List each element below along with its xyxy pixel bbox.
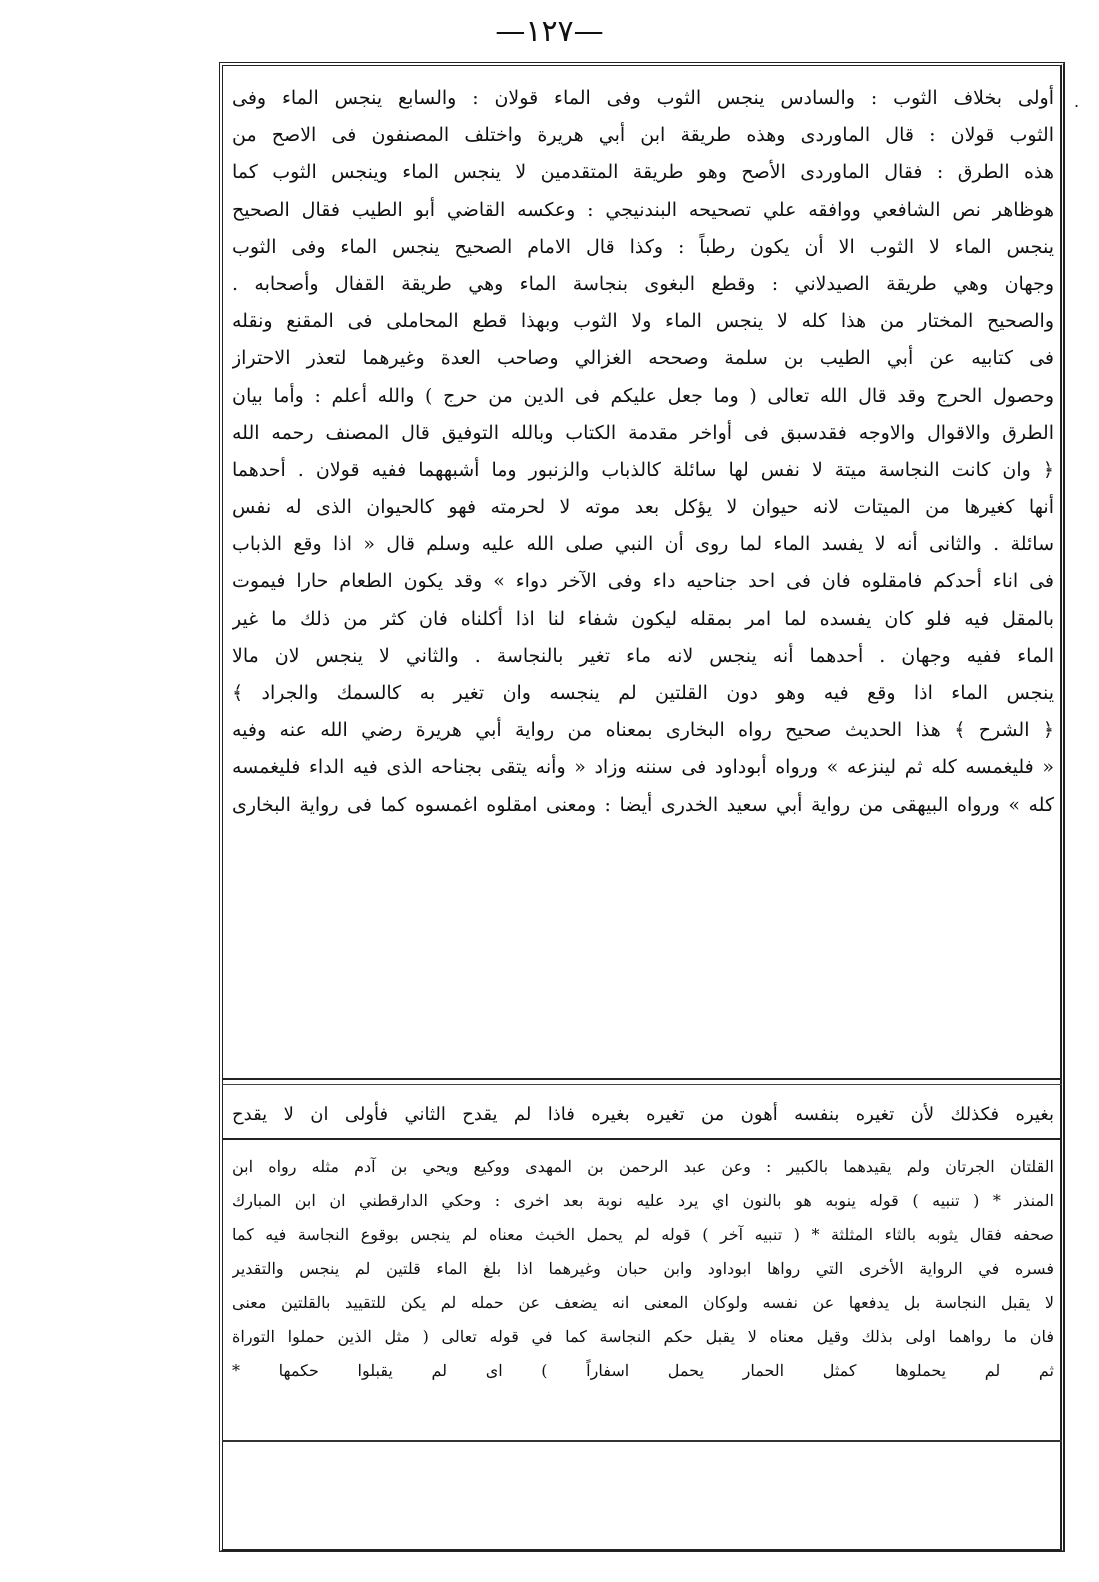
main-text-line: ﴿ الشرح ﴾ هذا الحديث صحيح رواه البخارى بمعناه من رواية أبي هريرة رضي الله عنه وفيه (232, 719, 1054, 742)
footnote-line: القلتان الجرتان ولم يقيدهما بالكبير : وعن عبد الرحمن بن المهدى ووكيع ويحي بن آدم مثله رواه ابن (232, 1157, 1054, 1176)
main-text-line: ينجس الماء اذا وقع فيه وهو دون القلتين لم ينجسه وان تغير به كالسمك والجراد ﴾ (232, 682, 1054, 704)
main-text-line: ﴿ وان كانت النجاسة ميتة لا نفس لها سائلة كالذباب والزنبور وما أشبههما ففيه قولان . أحدهما (232, 458, 1054, 481)
footnotes-block (232, 1150, 1054, 1388)
main-text-line: بالمقل فيه فلو كان يفسده لما امر بمقله ليكون شفاء لنا اذا أكلناه فان كثر من ذلك ما غير (232, 607, 1054, 630)
main-text-line: الثوب قولان : قال الماوردى وهذه طريقة ابن أبي هريرة واختلف المصنفون فى الاصح من (232, 124, 1054, 147)
main-text-line: أولى بخلاف الثوب : والسادس ينجس الثوب وفى الماء قولان : والسابع ينجس الماء وفى (232, 87, 1054, 109)
main-text-line: « فليغمسه كله ثم لينزعه » ورواه أبوداود فى سننه وزاد « وأنه يتقى بجناحه الذى فيه الداء فليغمسه (232, 756, 1054, 779)
footnote-line: صحفه فقال يثوبه بالثاء المثلثة * ( تنبيه آخر ) قوله لم يحمل الخبث معناه لم ينجس بوقوع النجاسة فيه كما (232, 1225, 1054, 1244)
main-text-line: والصحيح المختار من هذا كله لا ينجس الماء ولا الثوب وبهذا قطع المحاملى فى المقنع ونقله (232, 310, 1054, 333)
main-text-line: هوظاهر نص الشافعي ووافقه علي تصحيحه البندنيجي : وعكسه القاضي أبو الطيب فقال الصحيح (232, 198, 1054, 221)
main-text-line: الطرق والاقوال والاوجه فقدسبق فى أواخر مقدمة الكتاب وبالله التوفيق قال المصنف رحمه الله (232, 421, 1054, 444)
main-text-line: وجهان وهي طريقة الصيدلاني : وقطع البغوى بنجاسة الماء وهي طريقة القفال وأصحابه . (232, 272, 1054, 295)
page-number: —١٢٧— (495, 14, 604, 49)
main-text-line: فى اناء أحدكم فامقلوه فان فى احد جناحيه داء وفى الآخر دواء » وقد يكون الطعام حارا فيموت (232, 570, 1054, 593)
main-text-line: أنها كغيرها من الميتات لانه حيوان لا يؤكل بعد موته لا لحرمته فهو كالحيوان الذى له نفس (232, 496, 1054, 519)
main-text-line: الماء ففيه وجهان . أحدهما أنه ينجس لانه ماء تغير بالنجاسة . والثاني لا ينجس لان مالا (232, 644, 1054, 667)
footnote-line: لا يقبل النجاسة بل يدفعها عن نفسه ولوكان المعنى انه يضعف عن حمله لم يكن للتقييد بالقلتين معنى (232, 1293, 1054, 1312)
main-text-line: وحصول الحرج وقد قال الله تعالى ( وما جعل عليكم فى الدين من حرج ) والله أعلم : وأما بيان (232, 384, 1054, 407)
footnote-line: المنذر * ( تنبيه ) قوله ينوبه هو بالنون اي يرد عليه نوبة بعد اخرى : وحكي الدارقطني ان ابن المبارك (232, 1191, 1054, 1210)
main-text-line: ينجس الماء لا الثوب الا أن يكون رطباً : وكذا قال الامام الصحيح ينجس الماء وفى الثوب (232, 235, 1054, 258)
margin-mark: . (1074, 92, 1080, 111)
main-text-line: كله » ورواه البيهقى من رواية أبي سعيد الخدرى أيضا : ومعنى امقلوه اغمسوه كما فى رواية البخارى (232, 793, 1054, 816)
section-divider (222, 1078, 1062, 1080)
footnote-divider (222, 1138, 1062, 1140)
carry-over-line: بغيره فكذلك لأن تغيره بنفسه أهون من تغيره بغيره فاذا لم يقدح الثاني فأولى ان لا يقدح (232, 1104, 1054, 1125)
main-text-line: فى كتابيه عن أبي الطيب بن سلمة وصححه الغزالي وصاحب العدة وغيرهما لتعذر الاحتراز (232, 347, 1054, 370)
footnote-line: فان ما رواهما اولى بذلك وقيل معناه لا يقبل حكم النجاسة كما في قوله تعالى ( مثل الذين حملوا التوراة (232, 1327, 1054, 1346)
main-text-block (232, 80, 1054, 824)
main-text-line: سائلة . والثانى أنه لا يفسد الماء لما روى أن النبي صلى الله عليه وسلم قال « اذا وقع الذباب (232, 533, 1054, 556)
footnote-line: فسره في الرواية الأخرى التي رواها ابوداود وابن حبان وغيرهما اذا بلغ الماء قلتين لم ينجس والتقدير (232, 1259, 1054, 1278)
bottom-rule (222, 1440, 1062, 1442)
footnote-line: ثم لم يحملوها كمثل الحمار يحمل اسفاراً ) اى لم يقبلوا حكمها * (232, 1361, 1054, 1380)
section-divider (222, 1084, 1062, 1085)
main-text-line: هذه الطرق : فقال الماوردى الأصح وهو طريقة المتقدمين لا ينجس الماء وينجس الثوب كما (232, 161, 1054, 184)
